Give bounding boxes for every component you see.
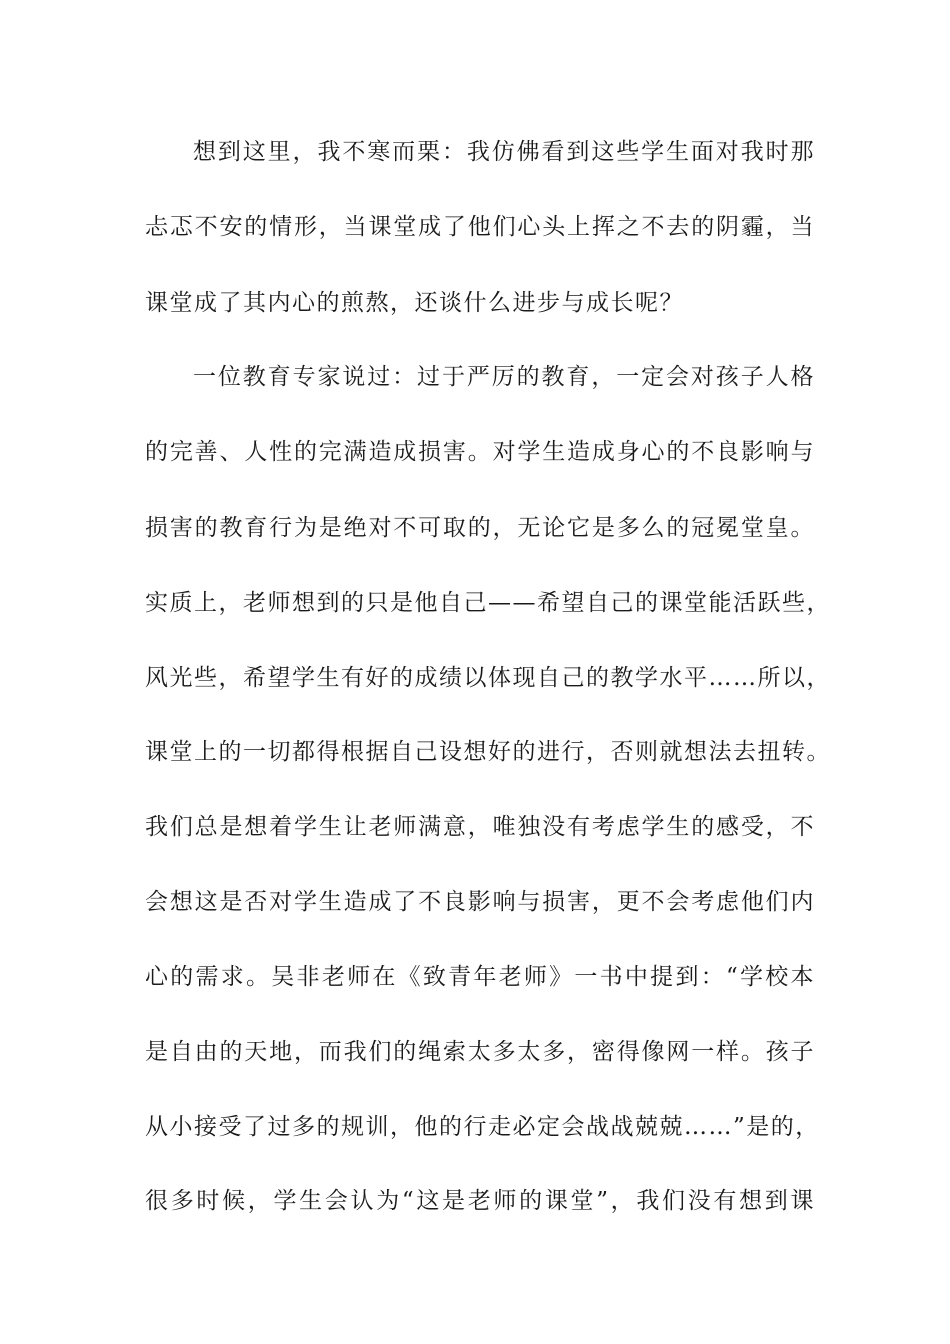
text-line: 很多时候，学生会认为“这是老师的课堂”，我们没有想到课 — [145, 1188, 815, 1214]
text-line: 课堂成了其内心的煎熬，还谈什么进步与成长呢？ — [145, 290, 684, 316]
text-line: 实质上，老师想到的只是他自己——希望自己的课堂能活跃些， — [145, 590, 831, 616]
text-line: 我们总是想着学生让老师满意，唯独没有考虑学生的感受，不 — [145, 814, 815, 840]
text-line: 想到这里，我不寒而栗：我仿佛看到这些学生面对我时那 — [193, 139, 815, 165]
text-line: 课堂上的一切都得根据自己设想好的进行，否则就想法去扭转。 — [145, 739, 831, 765]
text-line: 的完善、人性的完满造成损害。对学生造成身心的不良影响与 — [145, 439, 815, 465]
text-line: 心的需求。吴非老师在《致青年老师》一书中提到：“学校本 — [145, 964, 815, 990]
text-line: 会想这是否对学生造成了不良影响与损害，更不会考虑他们内 — [145, 889, 815, 915]
text-line: 忐忑不安的情形，当课堂成了他们心头上挥之不去的阴霾，当 — [145, 214, 815, 240]
text-line: 是自由的天地，而我们的绳索太多太多，密得像网一样。孩子 — [145, 1039, 815, 1065]
text-line: 一位教育专家说过：过于严厉的教育，一定会对孩子人格 — [193, 364, 815, 390]
text-line: 从小接受了过多的规训，他的行走必定会战战兢兢……”是的， — [145, 1114, 820, 1140]
text-line: 损害的教育行为是绝对不可取的，无论它是多么的冠冕堂皇。 — [145, 515, 815, 541]
text-line: 风光些，希望学生有好的成绩以体现自己的教学水平……所以， — [145, 665, 831, 691]
